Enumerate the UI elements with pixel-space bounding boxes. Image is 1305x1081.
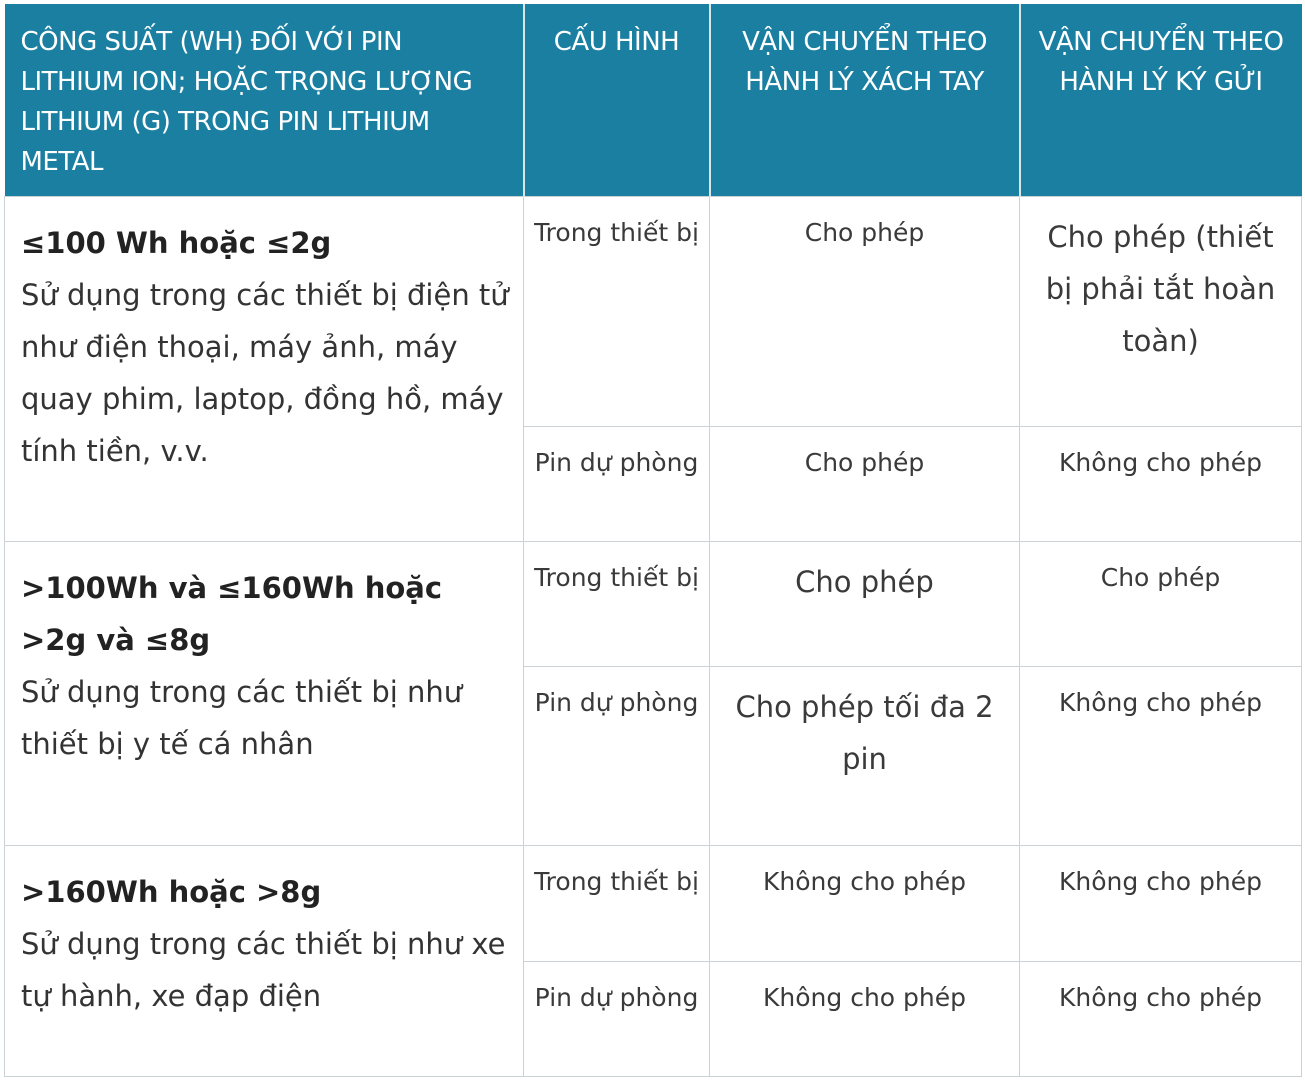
checked-cell: Không cho phép xyxy=(1020,846,1302,961)
config-cell: Pin dự phòng xyxy=(524,667,710,846)
carry-on-cell: Cho phép xyxy=(710,197,1020,427)
config-cell: Pin dự phòng xyxy=(524,961,710,1076)
carry-on-cell: Cho phép xyxy=(710,541,1020,666)
config-cell: Trong thiết bị xyxy=(524,197,710,427)
config-cell: Pin dự phòng xyxy=(524,426,710,541)
carry-on-cell: Cho phép tối đa 2 pin xyxy=(710,667,1020,846)
category-title: >100Wh và ≤160Wh hoặc >2g và ≤8g xyxy=(21,570,443,657)
table-row xyxy=(5,541,1302,666)
category-description: Sử dụng trong các thiết bị như thiết bị y tế cá nhân xyxy=(21,674,463,761)
checked-cell: Cho phép (thiết bị phải tắt hoàn toàn) xyxy=(1020,197,1302,427)
checked-cell: Không cho phép xyxy=(1020,667,1302,846)
category-cell xyxy=(5,846,524,1077)
header-carry-on: VẬN CHUYỂN THEO HÀNH LÝ XÁCH TAY xyxy=(710,4,1020,197)
checked-cell: Cho phép xyxy=(1020,541,1302,666)
header-checked: VẬN CHUYỂN THEO HÀNH LÝ KÝ GỬI xyxy=(1020,4,1302,197)
table-body xyxy=(5,197,1302,1077)
carry-on-cell: Không cho phép xyxy=(710,846,1020,961)
category-title: ≤100 Wh hoặc ≤2g xyxy=(21,226,332,260)
header-configuration: CẤU HÌNH xyxy=(524,4,710,197)
table-row xyxy=(5,846,1302,961)
category-cell xyxy=(5,197,524,542)
config-cell: Trong thiết bị xyxy=(524,541,710,666)
header-capacity: CÔNG SUẤT (WH) ĐỐI VỚI PIN LITHIUM ION; HOẶC TRỌNG LƯỢNG LITHIUM (G) TRONG PIN LITHIUM METAL xyxy=(5,4,524,197)
category-description: Sử dụng trong các thiết bị như xe tự hành, xe đạp điện xyxy=(21,927,506,1014)
checked-cell: Không cho phép xyxy=(1020,426,1302,541)
checked-cell: Không cho phép xyxy=(1020,961,1302,1076)
table-row xyxy=(5,197,1302,427)
carry-on-cell: Không cho phép xyxy=(710,961,1020,1076)
config-cell: Trong thiết bị xyxy=(524,846,710,961)
category-title: >160Wh hoặc >8g xyxy=(21,875,322,910)
table-header xyxy=(5,4,1302,197)
category-description: Sử dụng trong các thiết bị điện tử như điện thoại, máy ảnh, máy quay phim, laptop, đồng hồ, máy tính tiền, v.v. xyxy=(21,278,509,468)
header-row xyxy=(5,4,1302,197)
lithium-battery-rules-table xyxy=(4,4,1302,1077)
category-cell xyxy=(5,541,524,846)
carry-on-cell: Cho phép xyxy=(710,426,1020,541)
lithium-battery-table-container xyxy=(4,4,1301,1077)
